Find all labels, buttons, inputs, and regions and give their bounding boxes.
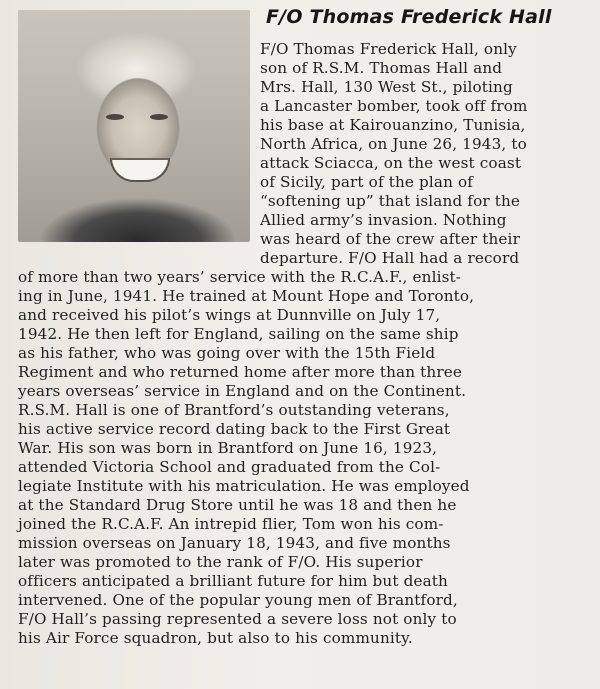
body-line: his active service record dating back to the First Great <box>18 420 451 438</box>
body-line: a Lancaster bomber, took off from <box>260 97 528 115</box>
portrait-eye-right <box>150 114 168 120</box>
body-line: intervened. One of the popular young men of Brantford, <box>18 591 458 609</box>
body-line: ing in June, 1941. He trained at Mount Hope and Toronto, <box>18 287 475 305</box>
body-line: of more than two years’ service with the R.C.A.F., enlist- <box>18 268 462 286</box>
body-line: was heard of the crew after their <box>260 230 520 248</box>
body-line: Mrs. Hall, 130 West St., piloting <box>260 78 513 96</box>
body-line: his Air Force squadron, but also to his community. <box>18 629 413 647</box>
portrait-smile <box>110 158 170 182</box>
portrait-eye-left <box>106 114 124 120</box>
body-line: Allied army’s invasion. Nothing <box>260 211 507 229</box>
body-line: as his father, who was going over with the 15th Field <box>18 344 436 362</box>
body-line: “softening up” that island for the <box>260 192 521 210</box>
body-line: mission overseas on January 18, 1943, and five months <box>18 534 451 552</box>
body-line: son of R.S.M. Thomas Hall and <box>260 59 503 77</box>
body-line: at the Standard Drug Store until he was 18 and then he <box>18 496 457 514</box>
body-line: of Sicily, part of the plan of <box>260 173 474 191</box>
body-line: Regiment and who returned home after more than three <box>18 363 463 381</box>
body-line: and received his pilot’s wings at Dunnville on July 17, <box>18 306 441 324</box>
body-line: F/O Thomas Frederick Hall, only <box>260 40 517 58</box>
article-title: F/O Thomas Frederick Hall <box>266 6 552 28</box>
body-line: joined the R.C.A.F. An intrepid flier, Tom won his com- <box>18 515 444 533</box>
body-line: later was promoted to the rank of F/O. His superior <box>18 553 423 571</box>
body-line: War. His son was born in Brantford on June 16, 1923, <box>18 439 438 457</box>
body-line: years overseas’ service in England and on the Continent. <box>18 382 467 400</box>
body-line: attended Victoria School and graduated from the Col- <box>18 458 441 476</box>
body-line: F/O Hall’s passing represented a severe loss not only to <box>18 610 457 628</box>
body-line: North Africa, on June 26, 1943, to <box>260 135 527 153</box>
portrait-photo <box>18 10 250 242</box>
body-line: departure. F/O Hall had a record <box>260 249 520 267</box>
body-line: R.S.M. Hall is one of Brantford’s outstanding veterans, <box>18 401 450 419</box>
body-line: officers anticipated a brilliant future for him but death <box>18 572 448 590</box>
body-line: his base at Kairouanzino, Tunisia, <box>260 116 526 134</box>
body-line: attack Sciacca, on the west coast <box>260 154 522 172</box>
body-line: 1942. He then left for England, sailing on the same ship <box>18 325 459 343</box>
body-line: legiate Institute with his matriculation. He was employed <box>18 477 470 495</box>
